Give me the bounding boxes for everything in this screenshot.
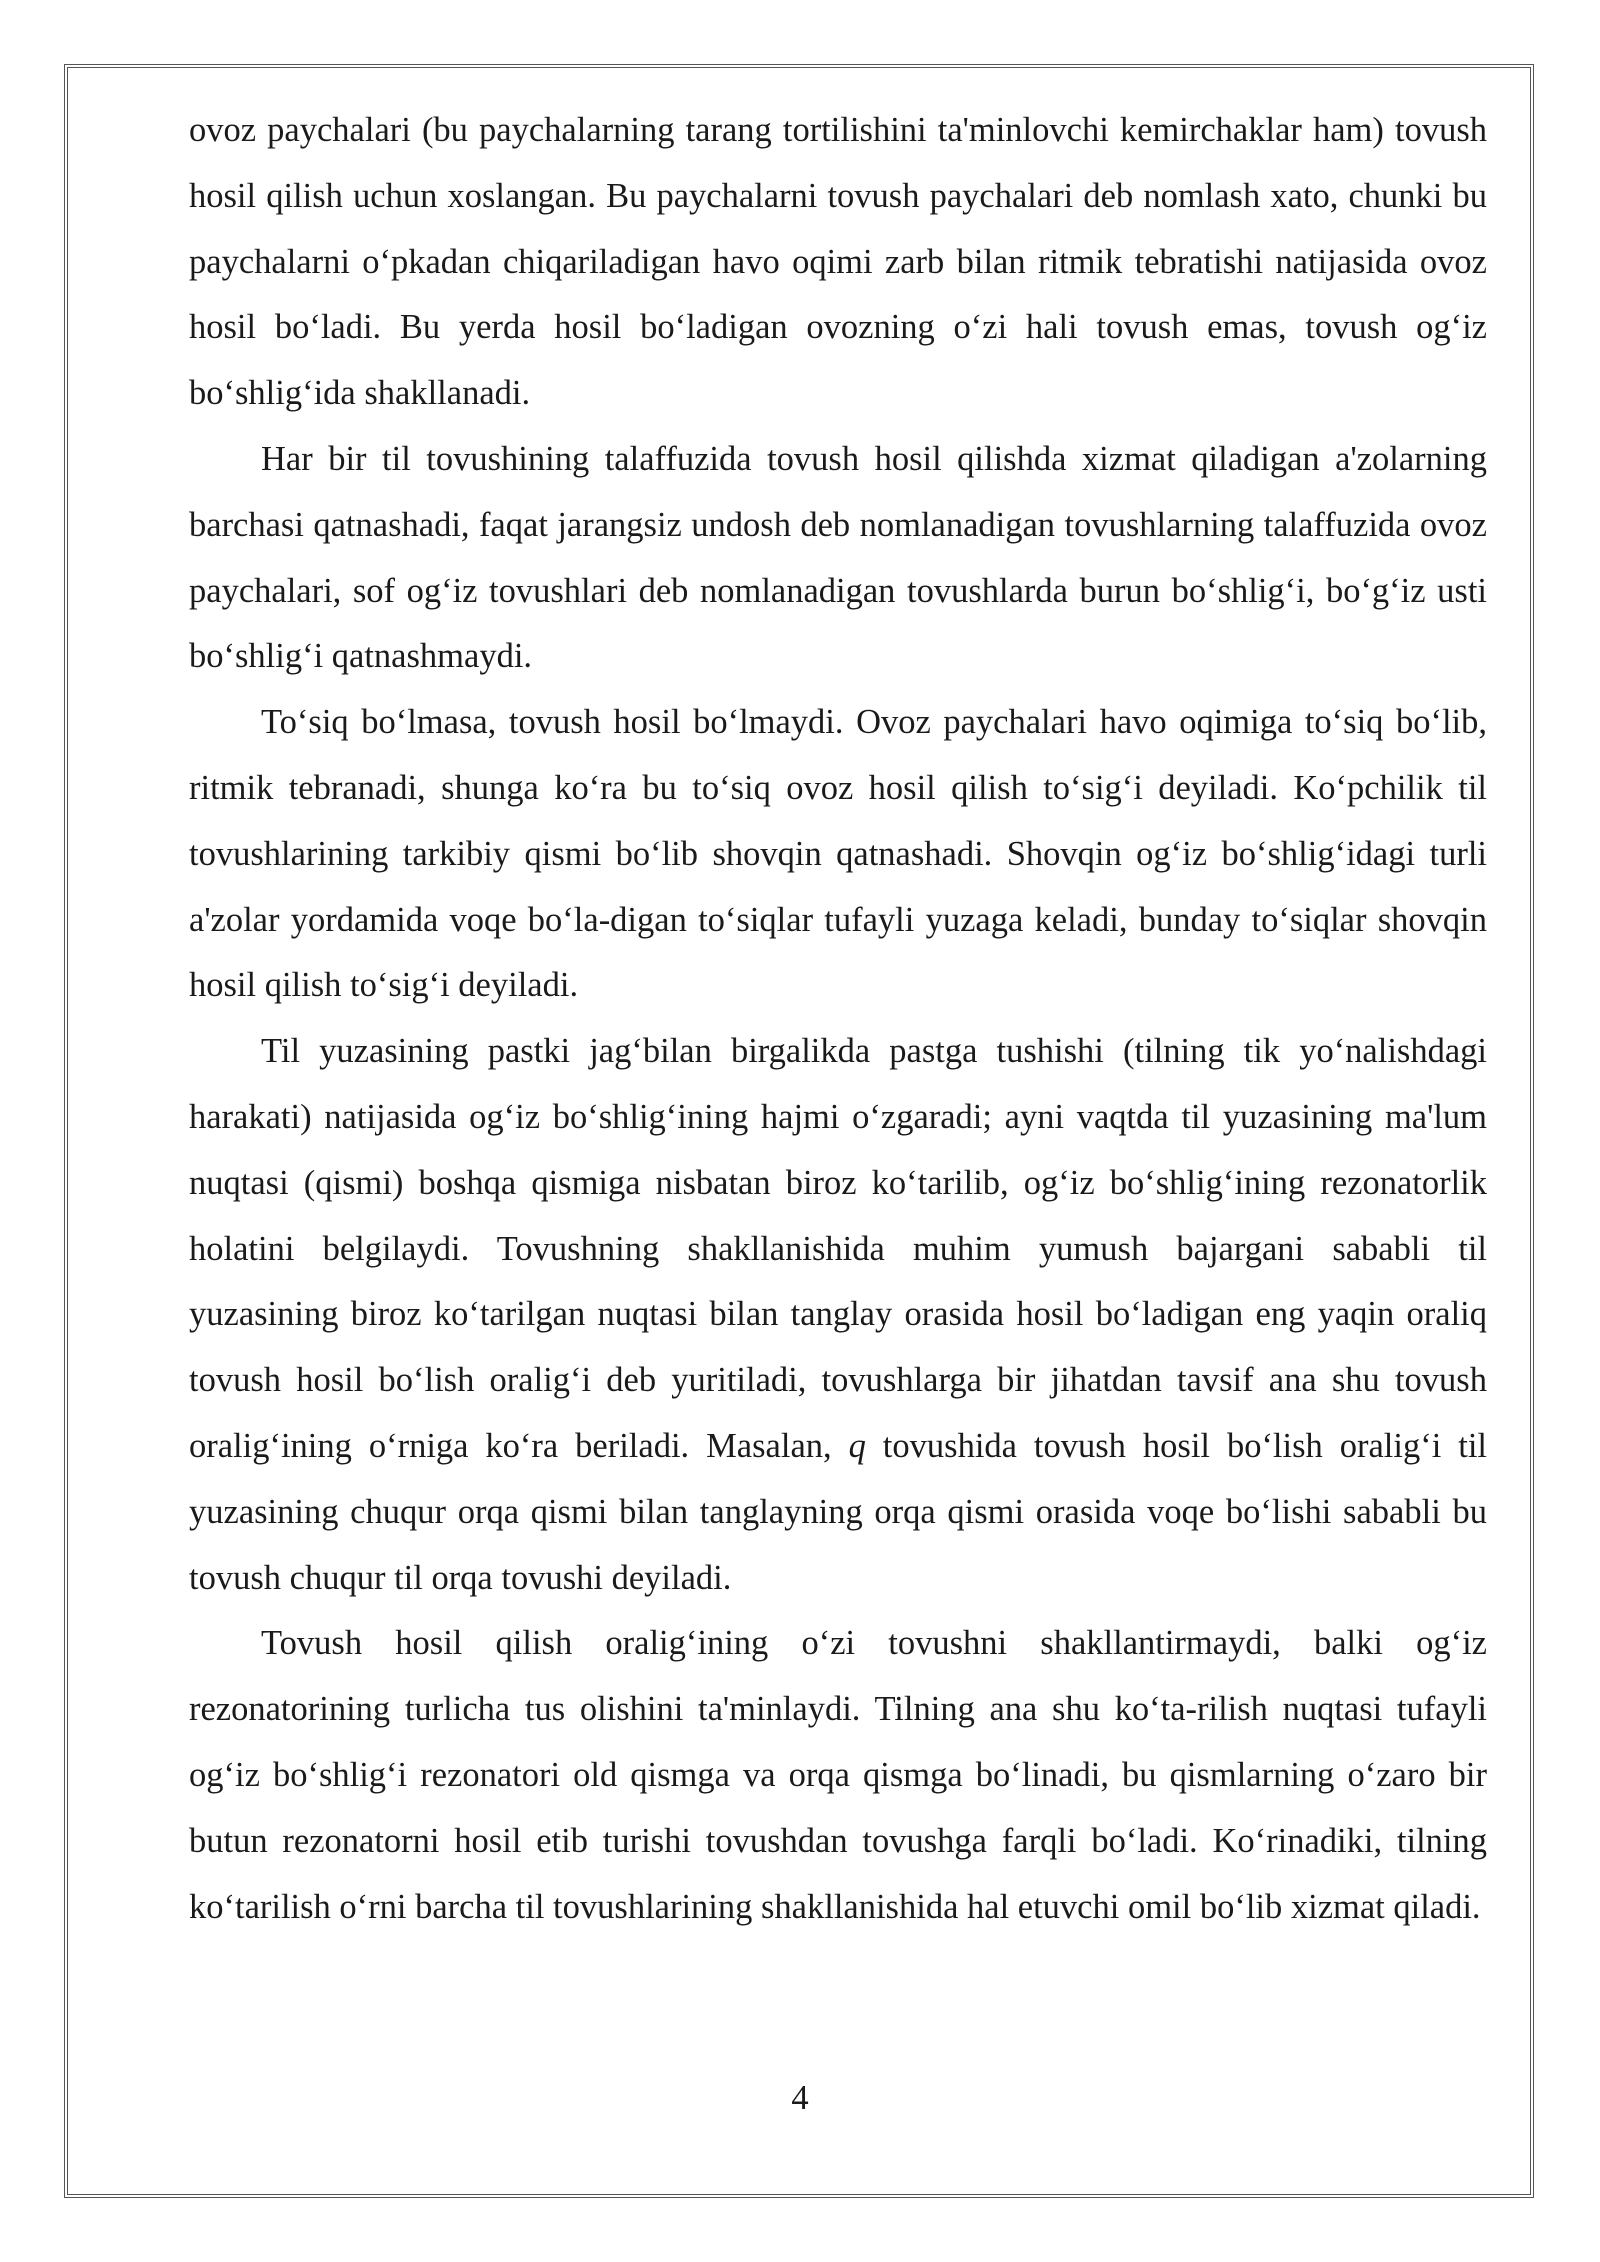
paragraph-3: To‘siq bo‘lmasa, tovush hosil bo‘lmaydi. Ovoz paychalari havo oqimiga to‘siq bo‘lib, ritmik tebranadi, shunga ko‘ra bu to‘siq ovoz hosil qilish to‘sig‘i deyiladi. Ko‘pchilik til tovushlarining tarkibiy qismi bo‘lib shovqin qatnashadi. Shovqin og‘iz bo‘shlig‘idagi turli a'zolar yordamida voqe bo‘la-digan to‘siqlar tufayli yuzaga keladi, bunday to‘siqlar shovqin hosil qilish to‘sig‘i deyiladi. xyxy=(189,703,1487,1005)
paragraph-4-text-start: Til yuzasining pastki jag‘bilan birgalikda pastga tushishi (tilning tik yo‘nalishdagi harakati) natijasida og‘iz bo‘shlig‘ining hajmi o‘zgaradi; ayni vaqtda til yuzasining ma'lum nuqtasi (qismi) boshqa qismiga nisbatan biroz ko‘tarilib, og‘iz bo‘shlig‘ining rezonatorlik holatini belgilaydi. Tovushning shakllanishida muhim yumush bajargani sababli til yuzasining biroz ko‘tarilgan nuqtasi bilan tanglay orasida hosil bo‘ladigan eng yaqin oraliq tovush hosil bo‘lish oralig‘i deb yuritiladi, tovushlarga bir jihatdan tavsif ana shu tovush oralig‘ining o‘rniga ko‘ra beriladi. Masalan, xyxy=(189,1032,1487,1465)
page-number: 4 xyxy=(791,2079,809,2117)
paragraph-2: Har bir til tovushining talaffuzida tovush hosil qilishda xizmat qiladigan a'zolarning barchasi qatnashadi, faqat jarangsiz undosh deb nomlanadigan tovushlarning talaffuzida ovoz paychalari, sof og‘iz tovushlari deb nomlanadigan tovushlarda burun bo‘shlig‘i, bo‘g‘iz usti bo‘shlig‘i qatnashmaydi. xyxy=(189,439,1487,676)
paragraph-1: ovoz paychalari (bu paychalarning tarang tortilishini ta'minlovchi kemirchaklar ham) tovush hosil qilish uchun xoslangan. Bu paychalarni tovush paychalari deb nomlash xato, chunki bu paychalarni o‘pkadan chiqariladigan havo oqimi zarb bilan ritmik tebratishi natijasida ovoz hosil bo‘ladi. Bu yerda hosil bo‘ladigan ovozning o‘zi hali tovush emas, tovush og‘iz bo‘shlig‘ida shakllanadi. xyxy=(189,111,1487,413)
paragraph-4 xyxy=(189,1019,1487,1611)
document-body xyxy=(189,98,1487,1940)
paragraph-4-text-end: tovushida tovush hosil bo‘lish oralig‘i til yuzasining chuqur orqa qismi bilan tanglayning orqa qismi orasida voqe bo‘lishi sababli bu tovush chuqur til orqa tovushi deyiladi. xyxy=(189,1426,1488,1597)
italic-letter-q: q xyxy=(848,1426,866,1465)
paragraph-5: Tovush hosil qilish oralig‘ining o‘zi tovushni shakllantirmaydi, balki og‘iz rezonatorining turlicha tus olishini ta'minlaydi. Tilning ana shu ko‘ta-rilish nuqtasi tufayli og‘iz bo‘shlig‘i rezonatori old qismga va orqa qismga bo‘linadi, bu qismlarning o‘zaro bir butun rezonatorni hosil etib turishi tovushdan tovushga farqli bo‘ladi. Ko‘rinadiki, tilning ko‘tarilish o‘rni barcha til tovushlarining shakllanishida hal etuvchi omil bo‘lib xizmat qiladi. xyxy=(189,1624,1487,1926)
